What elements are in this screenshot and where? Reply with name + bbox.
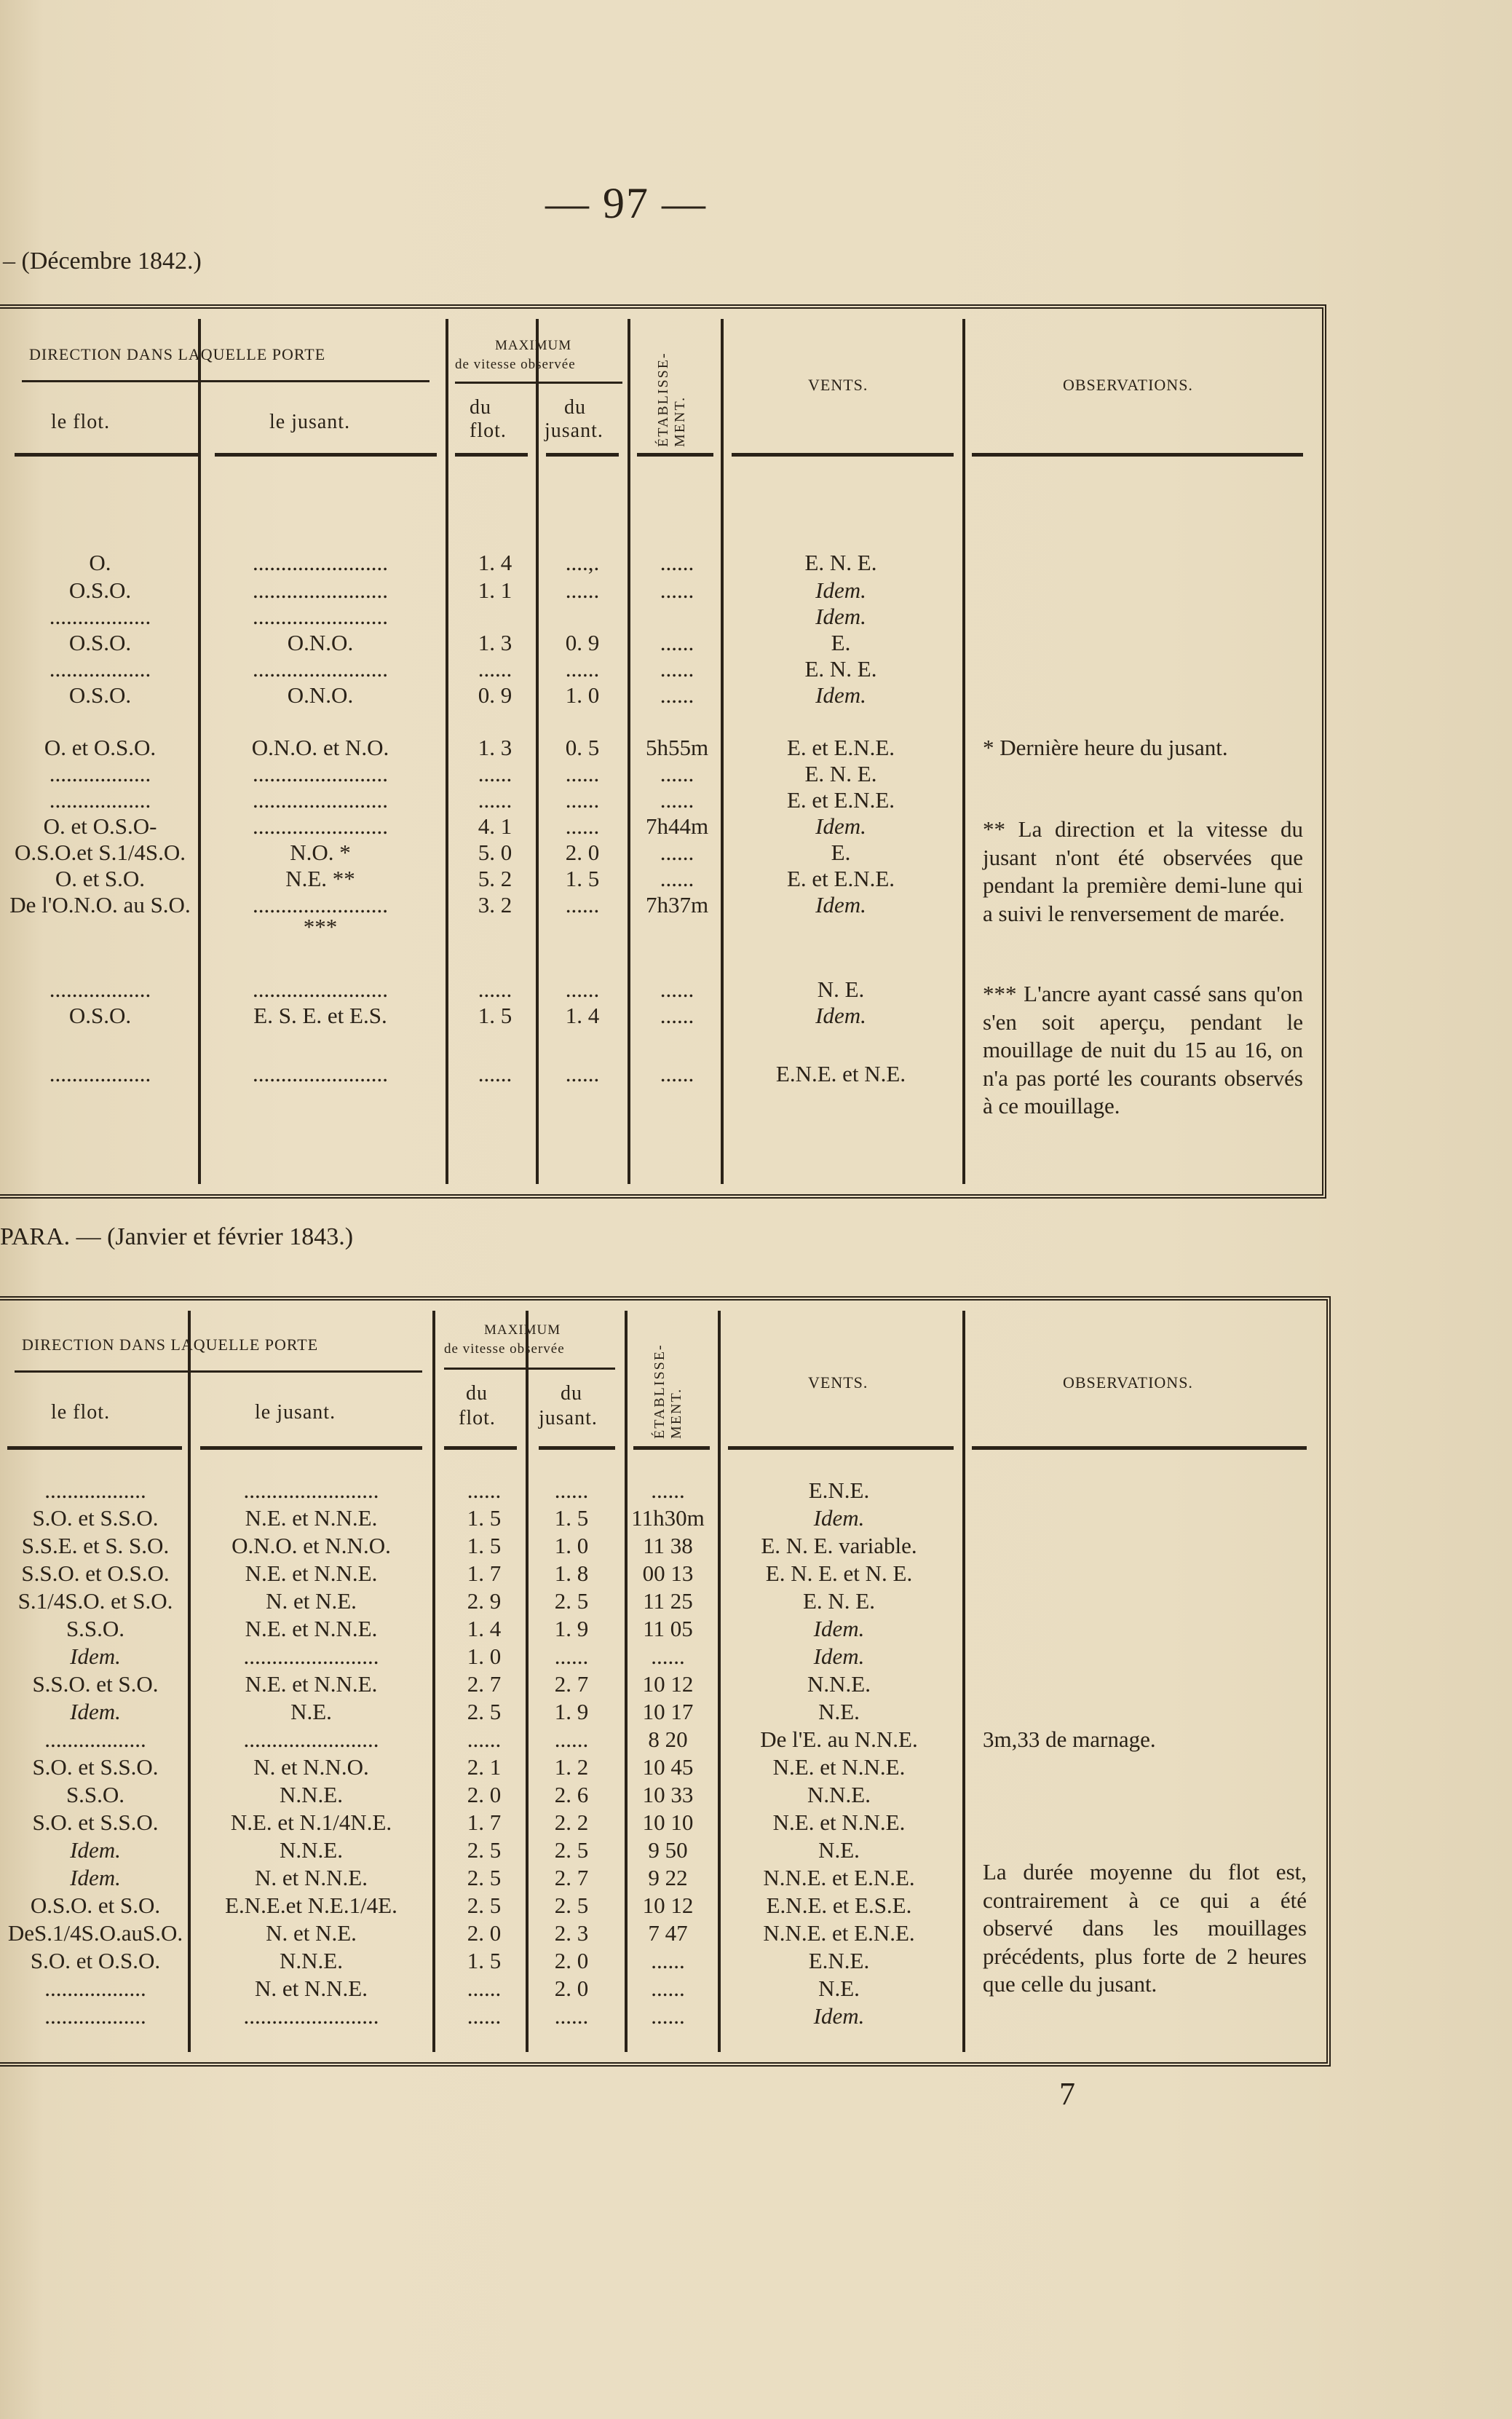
table-row: S.O. et O.S.O. N.N.E. 1. 5 2. 0 ...... E.N.E.	[30, 1948, 870, 1973]
table-row: O. et S.O. N.E. ** 5. 2 1. 5 ...... E. et E.N.E.	[55, 866, 895, 891]
table-row: Idem. N. et N.N.E. 2. 5 2. 7 9 22 N.N.E. et E.N.E.	[70, 1865, 915, 1890]
header-jusant: le jusant.	[255, 1401, 336, 1424]
table2	[0, 1296, 1331, 2067]
header-underline	[444, 1446, 517, 1450]
table-row: .................. N. et N.N.E. ...... 2. 0 ...... N.E.	[44, 1976, 860, 2001]
table-row: S.O. et S.S.O. N.E. et N.N.E. 1. 5 1. 5 11h30m Idem.	[32, 1505, 865, 1531]
table-row: .................. ........................ ...... ...... ...... E. et E.N.E.	[49, 787, 895, 813]
header-vents: VENTS.	[808, 1373, 868, 1392]
header-vents: VENTS.	[808, 376, 868, 394]
observation-note-2: ** La direction et la vitesse du jusant n'ont été observées que pendant la première demi-lune qui a suivi le renversement de marée.	[983, 816, 1303, 926]
header-underline	[215, 453, 437, 457]
table-row: S.O. et S.S.O. N. et N.N.O. 2. 1 1. 2 10 45 N.E. et N.N.E.	[32, 1754, 906, 1780]
table-row: DeS.1/4S.O.auS.O. N. et N.E. 2. 0 2. 3 7 47 N.N.E. et E.N.E.	[7, 1920, 915, 1946]
signature-number: 7	[1059, 2076, 1075, 2112]
header-direction: DIRECTION DANS LAQUELLE PORTE	[29, 345, 326, 363]
header-du: du	[564, 396, 586, 419]
table-row: O.S.O. ........................ 1. 1 ...... ...... Idem.	[68, 577, 866, 603]
table-row: .................. ........................ ...... ...... ...... E. N. E.	[49, 761, 877, 786]
table1	[0, 304, 1326, 1199]
header-du: du	[470, 396, 491, 419]
table-row: O.S.O.et S.1/4S.O. N.O. * 5. 0 2. 0 ...... E.	[14, 840, 851, 865]
header-underline	[637, 453, 713, 457]
table-row: ***	[303, 914, 338, 939]
observation-note-marnage: 3m,33 de marnage.	[983, 1727, 1156, 1752]
header-underline	[539, 1446, 615, 1450]
header-brace	[15, 1370, 422, 1373]
observation-note-1: * Dernière heure du jusant.	[983, 735, 1228, 760]
header-maximum: MAXIMUM	[484, 1322, 561, 1338]
header-etablissement: ÉTABLISSE-MENT.	[655, 352, 688, 447]
header-du-flot: flot.	[459, 1407, 496, 1429]
observation-note-duree: La durée moyenne du flot est, contrairement à ce qui a été observé dans les mouillages précédents, plus forte de 2 heures que celle du jusant.	[983, 1859, 1307, 1997]
table-row: S.O. et S.S.O. N.E. et N.1/4N.E. 1. 7 2. 2 10 10 N.E. et N.N.E.	[32, 1810, 906, 1835]
table-row: O.S.O. et S.O. E.N.E.et N.E.1/4E. 2. 5 2. 5 10 12 E.N.E. et E.S.E.	[30, 1893, 912, 1918]
page-number: — 97 —	[545, 179, 707, 227]
table-row: O. et O.S.O- ........................ 4. 1 ...... 7h44m Idem.	[43, 813, 866, 839]
header-underline	[728, 1446, 954, 1450]
header-observations: OBSERVATIONS.	[1063, 1373, 1193, 1392]
table-row: O.S.O. O.N.O. 0. 9 1. 0 ...... Idem.	[68, 682, 866, 708]
header-flot: le flot.	[51, 411, 111, 433]
observation-note-3: *** L'ancre ayant cassé sans qu'on s'en soit aperçu, pendant le mouillage de nuit du 15 au 16, on n'a pas porté les courants observés à ce mouillage.	[983, 981, 1303, 1118]
table-row: De l'O.N.O. au S.O. ........................ 3. 2 ...... 7h37m Idem.	[9, 892, 866, 918]
header-underline	[455, 453, 528, 457]
header-brace	[444, 1368, 615, 1370]
header-underline	[972, 453, 1303, 457]
header-underline	[546, 453, 619, 457]
table-row: Idem. N.N.E. 2. 5 2. 5 9 50 N.E.	[70, 1837, 860, 1863]
table-row: .................. ........................ Idem.	[49, 604, 866, 629]
table-row: S.S.O. N.N.E. 2. 0 2. 6 10 33 N.N.E.	[66, 1782, 871, 1807]
header-etablissement: ÉTABLISSE-MENT.	[652, 1343, 684, 1439]
table-row: Idem. ........................ 1. 0 ...... ...... Idem.	[70, 1643, 865, 1669]
header-du-flot: flot.	[470, 419, 507, 442]
table-row: .................. ........................ ...... ...... ...... E. N. E.	[49, 656, 877, 682]
header-observations: OBSERVATIONS.	[1063, 376, 1193, 394]
header-underline	[732, 453, 954, 457]
header-flot: le flot.	[51, 1401, 111, 1424]
header-vitesse: de vitesse observée	[455, 357, 576, 372]
table-row: .................. ........................ ...... ...... 8 20 De l'E. au N.N.E.	[44, 1727, 918, 1752]
header-jusant: le jusant.	[269, 411, 351, 433]
header-underline	[15, 453, 200, 457]
header-underline	[972, 1446, 1307, 1450]
table-row: .................. ........................ ...... ...... ...... E.N.E. et N.E.	[49, 1061, 906, 1086]
header-du-jusant: jusant.	[539, 1407, 598, 1429]
header-brace	[22, 380, 430, 382]
table-row: .................. ........................ ...... ...... ...... Idem.	[44, 2003, 865, 2029]
header-du-jusant: jusant.	[545, 419, 603, 442]
table-row: S.S.E. et S. S.O. O.N.O. et N.N.O. 1. 5 1. 0 11 38 E. N. E. variable.	[21, 1533, 917, 1558]
header-direction: DIRECTION DANS LAQUELLE PORTE	[22, 1335, 319, 1354]
table-row: S.S.O. et O.S.O. N.E. et N.N.E. 1. 7 1. 8 00 13 E. N. E. et N. E.	[21, 1560, 913, 1586]
header-maximum: MAXIMUM	[495, 338, 572, 353]
table2-caption: PARA. — (Janvier et février 1843.)	[0, 1223, 354, 1250]
table-row: O. ........................ 1. 4 ....,. ...... E. N. E.	[89, 550, 877, 575]
table-row: O.S.O. E. S. E. et E.S. 1. 5 1. 4 ...... Idem.	[68, 1003, 866, 1028]
header-du: du	[561, 1382, 582, 1405]
table1-caption: – (Décembre 1842.)	[3, 248, 202, 275]
table-row: O.S.O. O.N.O. 1. 3 0. 9 ...... E.	[68, 630, 851, 655]
header-vitesse: de vitesse observée	[444, 1341, 565, 1357]
table-row: O. et O.S.O. O.N.O. et N.O. 1. 3 0. 5 5h55m E. et E.N.E.	[44, 735, 895, 760]
header-underline	[200, 1446, 422, 1450]
table-row: S.S.O. N.E. et N.N.E. 1. 4 1. 9 11 05 Idem.	[66, 1616, 865, 1641]
table-row: S.S.O. et S.O. N.E. et N.N.E. 2. 7 2. 7 10 12 N.N.E.	[32, 1671, 871, 1697]
header-underline	[7, 1446, 182, 1450]
header-du: du	[466, 1382, 488, 1405]
header-underline	[633, 1446, 710, 1450]
table-row: S.1/4S.O. et S.O. N. et N.E. 2. 9 2. 5 11 25 E. N. E.	[17, 1588, 875, 1614]
table-row: Idem. N.E. 2. 5 1. 9 10 17 N.E.	[70, 1699, 860, 1724]
table-row: .................. ........................ ...... ...... ...... N. E.	[49, 976, 865, 1002]
table-row: .................. ........................ ...... ...... ...... E.N.E.	[44, 1477, 870, 1503]
header-brace	[455, 382, 622, 384]
